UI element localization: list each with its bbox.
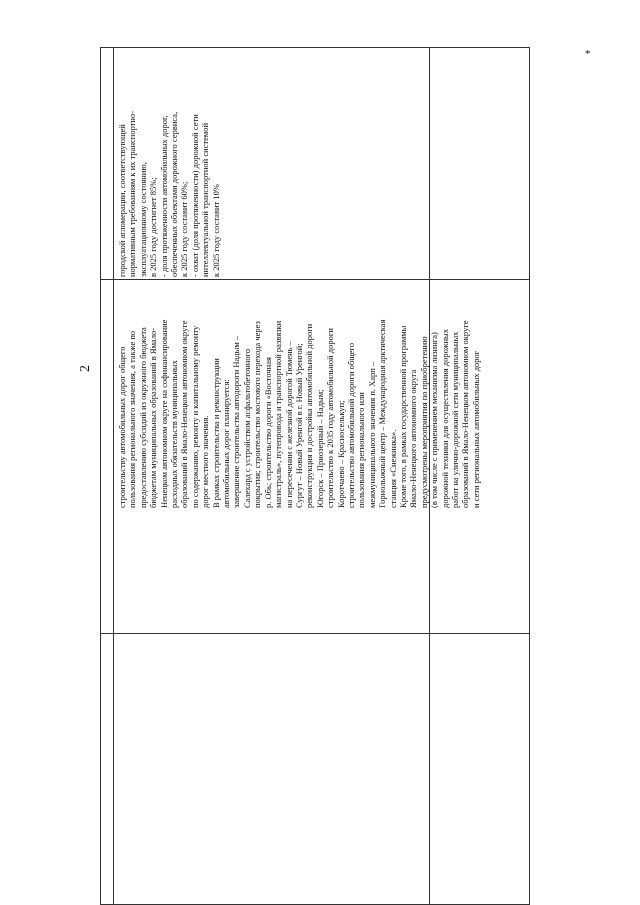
text-line: - охват (доля протяженности) дорожной сети <box>189 114 200 277</box>
text-line: Кроме того, в рамках государственной программы <box>397 325 408 508</box>
text-line: Ямало-Ненецкого автономного округа <box>408 369 419 508</box>
corner-mark: * <box>585 48 591 60</box>
text-line: интеллектуальной транспортной системой <box>200 122 211 277</box>
text-line: к 2025 году составит 10% <box>210 184 221 277</box>
table-frame <box>100 47 530 905</box>
text-line: межмуниципального значения п. Харп – <box>366 361 377 508</box>
rotated-table <box>100 47 530 905</box>
text-line: предоставлению субсидий из окружного бюджета <box>137 327 148 508</box>
text-line: В рамках строительства и реконструкции <box>210 358 221 508</box>
text-line: (в том числе с применением механизма лизинга) <box>429 332 440 508</box>
text-line: Салехард с устройством асфальтобетонного <box>241 348 252 508</box>
text-line: эксплуатационному состоянию, <box>137 162 148 277</box>
text-line: Сургут – Новый Уренгой в г. Новый Уренгой; <box>293 343 304 508</box>
text-line: расходных обязательств муниципальных <box>169 360 180 508</box>
text-line: городской агломерации, соответствующей <box>117 124 127 277</box>
text-line: станция «Снежинка». <box>387 429 398 508</box>
text-line: образований в Ямало-Ненецком автономном округе <box>460 320 471 508</box>
text-line: завершение строительства автодороги Надым – <box>231 335 242 508</box>
measures-cell <box>117 282 481 508</box>
column-divider <box>101 633 529 634</box>
text-line: Коротчаево – Красноселькуп; <box>335 400 346 508</box>
text-line: и сети региональных автомобильных дорог <box>470 350 481 508</box>
text-line: в 2025 году достигнет 85%; <box>148 177 159 277</box>
text-line: автомобильных дорог планируется: <box>221 379 232 508</box>
text-line: работ на улично-дорожной сети муниципальных <box>450 331 460 508</box>
page-number: 2 <box>78 365 93 372</box>
results-cell <box>117 51 237 277</box>
text-line: дорог местного значения. <box>200 415 211 508</box>
text-line: Югорск – Приозерный – Надым; <box>314 389 325 508</box>
text-line: магистраль», путепровода и транспортной развязки <box>273 320 284 508</box>
text-line: нормативным требованиям к их транспортно- <box>127 110 138 277</box>
text-line: на пересечении с железной дорогой Тюмень – <box>283 341 294 508</box>
text-line: к 2025 году составит 60%; <box>179 181 190 277</box>
text-line: строительство к 2035 году автомобильной дороги <box>325 328 336 508</box>
text-line: - доля протяженности автомобильных дорог, <box>158 115 169 277</box>
text-line: реконструкция и достройка автомобильной дороги <box>304 323 315 508</box>
text-line: пользования регионального или <box>356 392 367 508</box>
text-line: бюджетам муниципальных образований в Ямало- <box>148 327 159 508</box>
text-line: Ненецком автономном округе на софинансирование <box>158 319 169 508</box>
text-line: покрытия; строительство мостового перехода через <box>252 321 263 508</box>
text-line: строительству автомобильных дорог общего <box>117 346 127 508</box>
text-line: предусмотрены мероприятия по приобретению <box>418 336 429 508</box>
text-line: по содержанию, ремонту и капитальному ремонту <box>189 325 200 508</box>
column-divider <box>101 279 529 280</box>
text-line: Горнолыжный центр – Международная арктическая <box>377 319 388 508</box>
text-line: строительство автомобильной дороги общего <box>345 342 356 508</box>
text-line: р. Обь; строительство дороги «Восточная <box>262 357 273 508</box>
text-line: обеспеченных объектами дорожного сервиса, <box>169 111 180 277</box>
text-line: образований в Ямало-Ненецком автономном округе <box>179 320 190 508</box>
text-line: дорожной техники для осуществления дорожных <box>439 328 450 508</box>
text-line: пользования регионального значения, а также по <box>127 330 138 508</box>
row-divider <box>113 48 114 904</box>
